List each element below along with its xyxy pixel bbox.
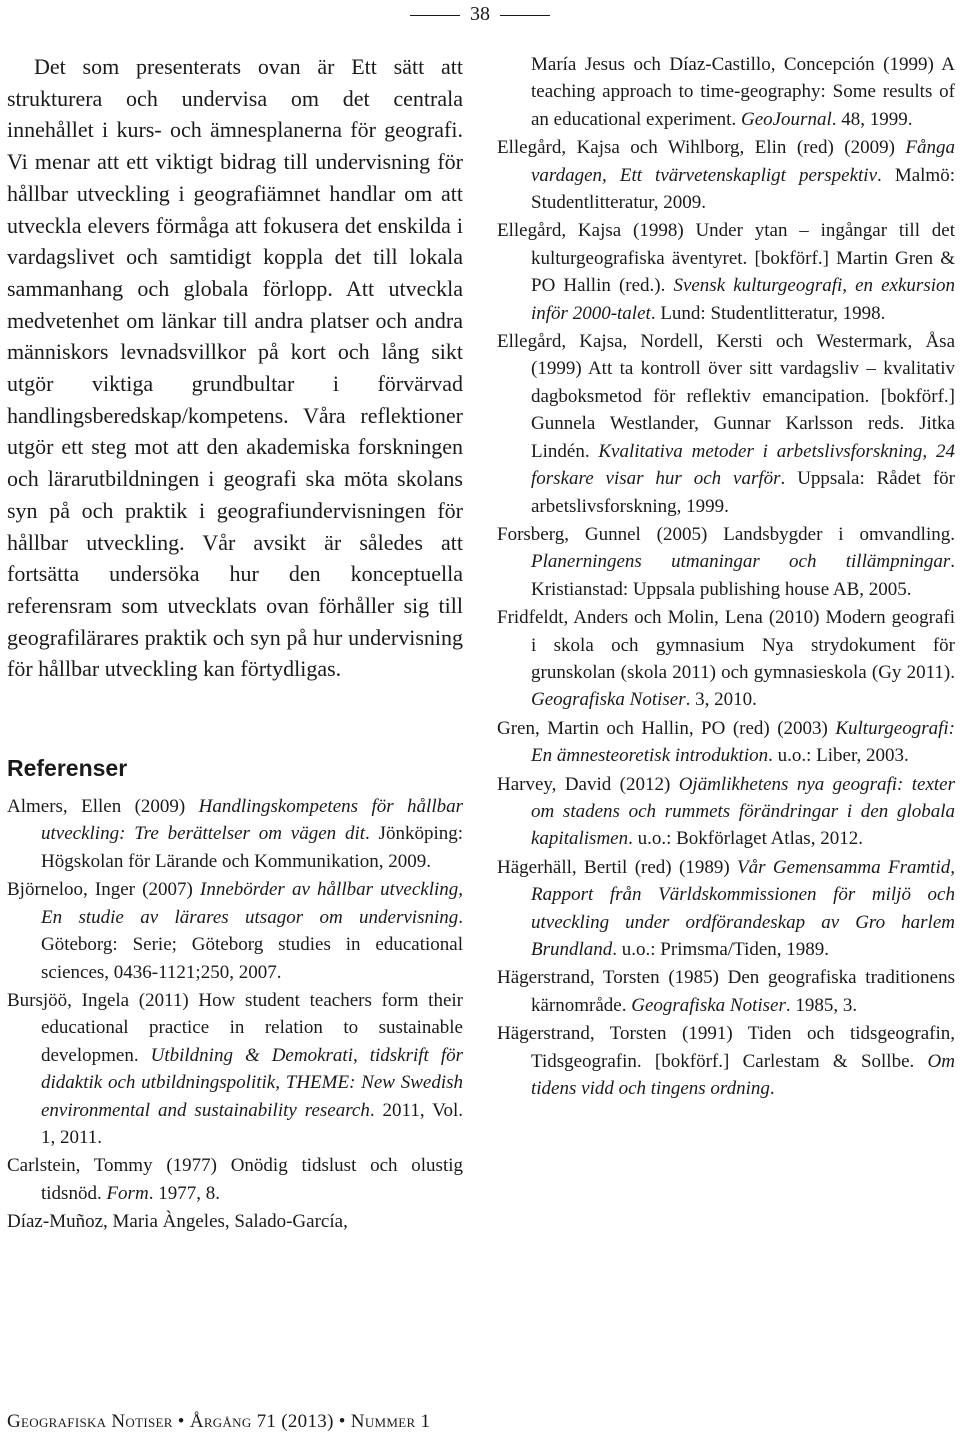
reference-text: Hägerstrand, Torsten (1991) Tiden och tidsgeografin, Tidsgeografin. [bokförf.] Carlestam & Sollbe. xyxy=(497,1023,955,1072)
reference-title: Form xyxy=(106,1182,149,1204)
reference-publisher: . Lund: Studentlitteratur, 1998. xyxy=(650,302,886,324)
reference-text: Gren, Martin och Hallin, PO (red) (2003) xyxy=(497,717,836,739)
footer-separator: • xyxy=(338,1411,346,1432)
reference-title: Planerningens utmaningar och tillämpningar xyxy=(531,551,951,573)
footer-year: Årgång 71 (2013) xyxy=(189,1411,334,1432)
reference-title: Ojämlikhetens nya geografi: texter om stadens och rummets förändringar i den globala kapitalismen xyxy=(531,773,955,850)
reference-publisher: . Jönköping: Högskolan för Lärande och Kommunikation, 2009. xyxy=(41,823,464,872)
reference-entry xyxy=(497,217,955,327)
reference-text: Almers, Ellen (2009) xyxy=(7,796,199,818)
reference-publisher: . u.o.: Liber, 2003. xyxy=(768,745,909,767)
reference-title: Fånga vardagen, Ett tvärvetenskapligt perspektiv xyxy=(531,137,955,186)
body-paragraph: Det som presenterats ovan är Ett sätt att strukturera och undervisa om det centrala innehållet i kurs- och ämnesplanerna för geografi. Vi menar att ett viktigt bidrag till undervisning för hållbar utveckling i geografiämnet handlar om att utveckla elevers förmåga att fokusera det enskilda i vardagslivet och samtidigt koppla det till lokala sammanhang och globala förlopp. Att utveckla medvetenhet om länkar till andra platser och andra människors levnadsvillkor på kort och lång sikt utgör viktiga grundbultar i förvärvad handlingsberedskap/kompetens. Våra reflektioner utgör ett steg mot att den akademiska forskningen och lärarutbildningen i geografi ska möta skolans syn på och praktik i geografiundervisningen för hållbar utveckling. Vår avsikt är således att fortsätta undersöka hur den konceptuella referensram som utvecklats ovan förhåller sig till geografilärares praktik och syn på hur undervisning för hållbar utveckling kan förtydligas. xyxy=(7,54,463,682)
reference-entry xyxy=(497,51,955,133)
footer-journal: Geografiska Notiser xyxy=(7,1411,173,1432)
reference-text: Ellegård, Kajsa och Wihlborg, Elin (red) (2009) xyxy=(497,137,906,159)
reference-title: Innebörder av hållbar utveckling, En studie av lärares utsagor om undervisning xyxy=(41,879,463,928)
reference-publisher: . xyxy=(769,1078,775,1100)
reference-text: Díaz-Muñoz, Maria Àngeles, Salado-García, xyxy=(7,1211,348,1233)
reference-entry xyxy=(497,715,955,770)
reference-publisher: . 2011, Vol. 1, 2011. xyxy=(41,1099,463,1148)
page-number-dash-right xyxy=(500,15,550,16)
reference-text: Hägerhäll, Bertil (red) (1989) xyxy=(497,856,738,878)
reference-title: Handlingskompetens för hållbar utveckling: Tre berättelser om vägen dit xyxy=(41,796,463,845)
reference-entry xyxy=(497,604,955,714)
reference-title: GeoJournal xyxy=(740,108,832,130)
right-column xyxy=(497,51,955,1103)
page-number-dash-left xyxy=(410,15,460,16)
reference-publisher: . 1977, 8. xyxy=(148,1182,220,1204)
reference-text: Bursjöö, Ingela (2011) How student teachers form their educational practice in relation to sustainable developmen. xyxy=(7,989,463,1066)
reference-title: Kvalitativa metoder i arbetslivsforskning, 24 forskare visar hur och varför xyxy=(531,440,955,490)
reference-title: Utbildning & Demokrati, tidskrift för didaktik och utbildningspolitik, THEME: New Swedish environmental and sustainability research xyxy=(41,1044,463,1121)
reference-entry xyxy=(497,854,955,964)
reference-text: Björneloo, Inger (2007) xyxy=(7,879,200,901)
left-column xyxy=(7,51,463,1237)
footer-issue: Nummer 1 xyxy=(350,1411,431,1432)
references-heading: Referenser xyxy=(7,755,128,782)
reference-text: María Jesus och Díaz-Castillo, Concepción (1999) A teaching approach to time-geography: Some results of an educational experiment. xyxy=(531,54,955,130)
footer-separator: • xyxy=(177,1411,185,1432)
page-number-text: 38 xyxy=(470,3,490,25)
reference-text: Hägerstrand, Torsten (1985) Den geografiska traditionens kärnområde. xyxy=(497,967,955,1016)
references-list-left xyxy=(7,793,463,1236)
reference-entry xyxy=(497,964,955,1019)
reference-publisher: . 1985, 3. xyxy=(785,994,858,1016)
reference-entry xyxy=(7,793,463,875)
reference-title: Kulturgeografi: En ämnesteoretisk introduktion xyxy=(531,717,955,767)
reference-entry xyxy=(497,771,955,853)
reference-entry xyxy=(497,1020,955,1102)
reference-title: Om tidens vidd och tingens ordning xyxy=(531,1050,955,1100)
reference-entry xyxy=(497,328,955,520)
page-footer xyxy=(7,1410,430,1434)
reference-publisher: . u.o.: Primsma/Tiden, 1989. xyxy=(612,939,830,960)
reference-publisher: . 48, 1999. xyxy=(831,108,913,130)
reference-title: Geografiska Notiser xyxy=(531,689,686,711)
reference-publisher: . 3, 2010. xyxy=(685,689,757,711)
reference-publisher: . Kristianstad: Uppsala publishing house AB, 2005. xyxy=(531,551,955,600)
reference-text: Harvey, David (2012) xyxy=(497,773,679,795)
reference-entry xyxy=(7,1208,463,1235)
page-number xyxy=(0,2,960,26)
reference-entry xyxy=(7,1152,463,1207)
reference-entry xyxy=(497,134,955,216)
reference-title: Svensk kulturgeografi, en exkursion inför 2000-talet xyxy=(531,275,955,324)
reference-title: Vår Gemensamma Framtid, Rapport från Världskommissionen för miljö och utveckling under ordförandeskap av Gro harlem Brundland xyxy=(531,856,955,960)
reference-publisher: . Göteborg: Serie; Göteborg studies in educational sciences, 0436-1121;250, 2007. xyxy=(41,906,463,983)
reference-publisher: . Uppsala: Rådet för arbetslivsforskning, 1999. xyxy=(531,468,956,517)
reference-publisher: . Malmö: Studentlitteratur, 2009. xyxy=(531,164,955,214)
reference-text: Carlstein, Tommy (1977) Onödig tidslust och olustig tidsnöd. xyxy=(7,1155,463,1204)
reference-text: Fridfeldt, Anders och Molin, Lena (2010) Modern geografi i skola och gymnasium Nya strydokument för grunskolan (skola 2011) och gymnasieskola (Gy 2011). xyxy=(497,607,955,683)
reference-text: Ellegård, Kajsa, Nordell, Kersti och Westermark, Åsa (1999) Att ta kontroll över sitt vardagsliv – kvalitativ dagboksmetod för reflektiv emancipation. [bokförf.] Gunnela Westlander, Gunnar Karlsson reds. Jitka Lindén. xyxy=(497,331,955,462)
reference-publisher: . u.o.: Bokförlaget Atlas, 2012. xyxy=(628,828,863,850)
references-list-right xyxy=(497,51,955,1102)
reference-entry xyxy=(7,987,463,1151)
reference-text: Ellegård, Kajsa (1998) Under ytan – ingångar till det kulturgeografiska äventyret. [bokförf.] Martin Gren & PO Hallin (red.). xyxy=(497,220,955,297)
reference-entry xyxy=(7,876,463,986)
reference-text: Forsberg, Gunnel (2005) Landsbygder i omvandling. xyxy=(497,523,955,545)
reference-entry xyxy=(497,521,955,603)
reference-title: Geografiska Notiser xyxy=(631,994,786,1016)
